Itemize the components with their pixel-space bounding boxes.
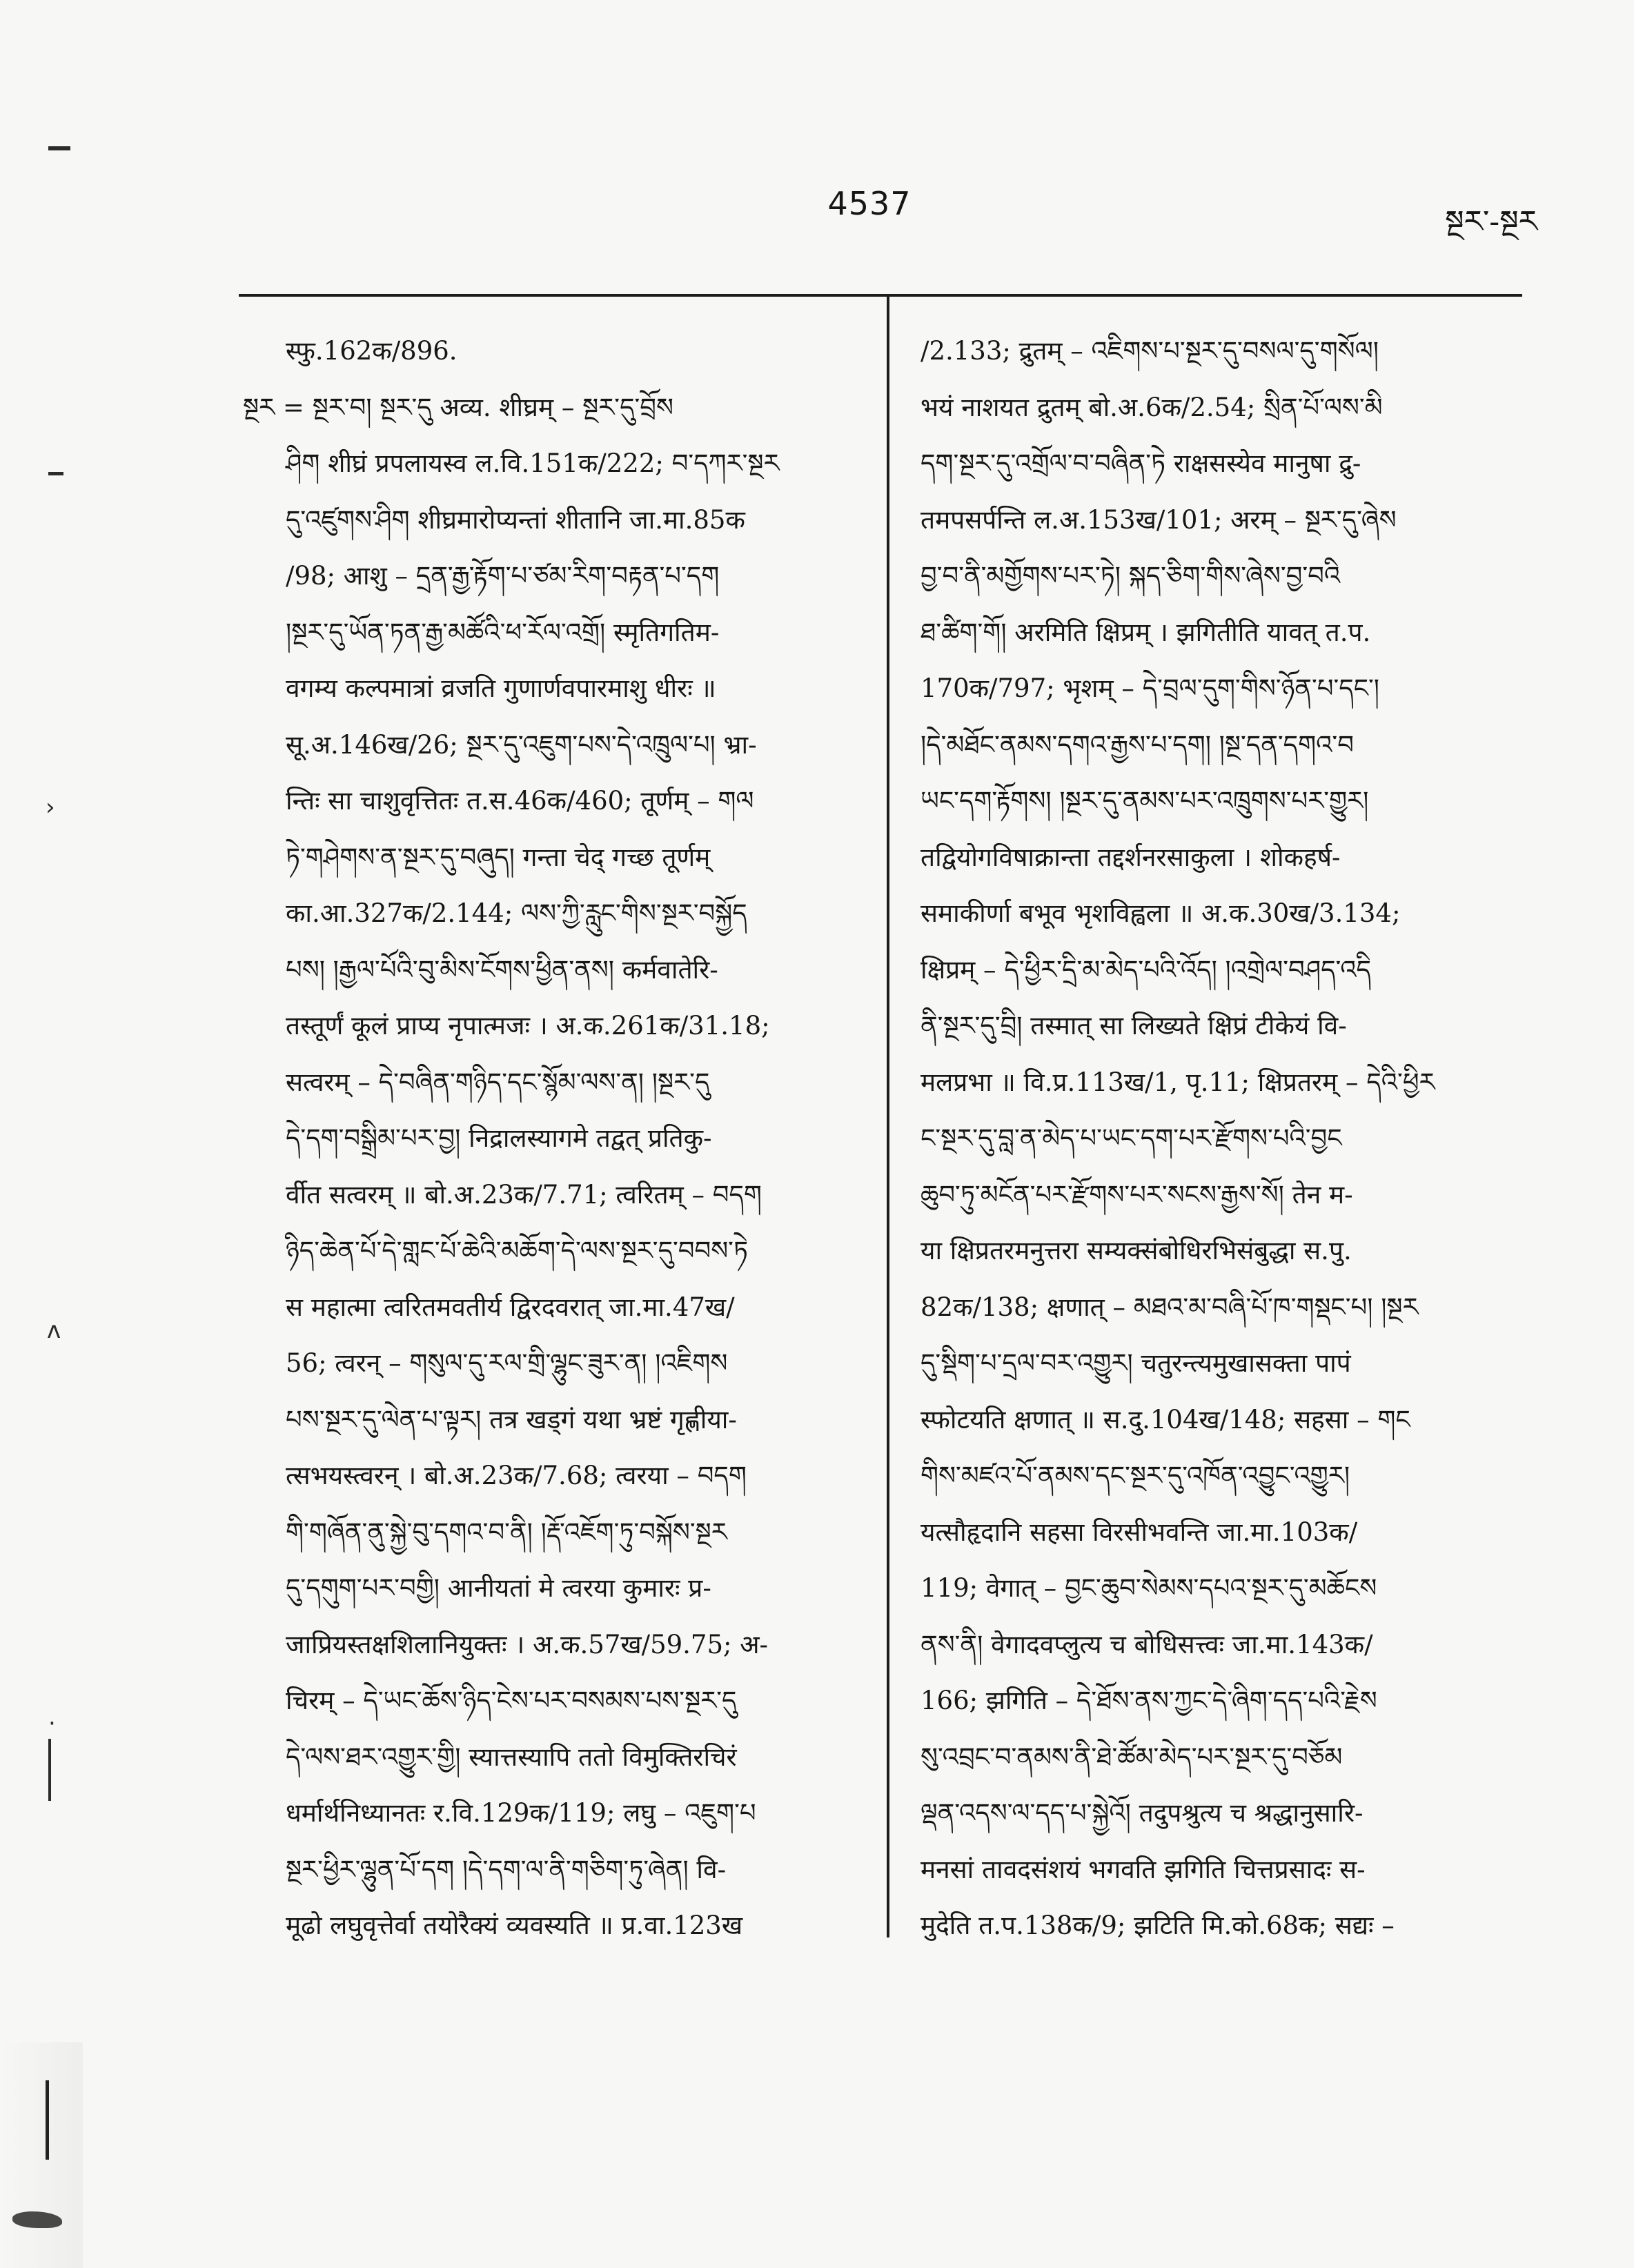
scan-edge-smudge xyxy=(0,2042,83,2268)
entry-line: གིས་མཛའ་པོ་ནམས་དང་སྔར་དུ་འཁོན་འབྱུང་འགྱུར། xyxy=(921,1461,1350,1490)
entry-line: ཐ་ཚིག་གོ། अरमिति क्षिप्रम् । झगितीति यावत् त.प. xyxy=(921,617,1371,647)
entry-line: भयं नाशयत द्रुतम् बो.अ.6क/2.54; སྲིན་པོ་ལས་མི xyxy=(921,392,1383,422)
entry-line: 119; वेगात् – བྱང་ཆུབ་སེམས་དཔའ་སྔར་དུ་མཆོངས xyxy=(921,1573,1377,1603)
entry-line: ནི་སྔར་དུ་བྲི། तस्मात् सा लिख्यते क्षिप्रं टीकेयं वि- xyxy=(921,1011,1347,1041)
entry-line: /2.133; द्रुतम् – འཇིགས་པ་སྔར་དུ་བསལ་དུ་གསོལ། xyxy=(921,336,1379,366)
entry-line: ཆུབ་ཏུ་མངོན་པར་རྫོགས་པར་སངས་རྒྱས་སོ། तेन म- xyxy=(921,1179,1353,1210)
entry-line: जाप्रियस्तक्षशिलानियुक्तः । अ.क.57ख/59.75; अ- xyxy=(286,1629,769,1659)
entry-line: का.आ.327क/2.144; ལས་ཀྱི་རླུང་གིས་སྔར་བསྐྱོད xyxy=(286,898,747,928)
entry-line: དུ་འཛུགས་ཤིག शीघ्रमारोप्यन्तां शीतानि जा.मा.85क xyxy=(286,504,745,535)
entry-line: དུ་དགུག་པར་བགྱི། आनीयतां मे त्वरया कुमारः प्र- xyxy=(286,1573,711,1603)
entry-line: གི་གཞོན་ནུ་སྐྱེ་བུ་དགའ་བ་ནི། །རྡོ་འཇོག་ཏུ་བསྐོས་སྔར xyxy=(286,1517,727,1547)
margin-mark: · xyxy=(48,1710,56,1737)
margin-mark: ʌ xyxy=(47,1317,61,1344)
entry-line: པས་སྔར་དུ་ལེན་པ་ལྟར། तत्र खड्गं यथा भ्रष्टं गृह्णीया- xyxy=(286,1404,737,1434)
entry-line: 56; त्वरन् – གསུལ་དུ་རལ་གྲི་ལྷུང་ཟུར་ན། །འཇིགས xyxy=(286,1348,728,1378)
entry-line: 170क/797; भृशम् – དེ་བྲལ་དུག་གིས་ཉོན་པ་དང་། xyxy=(921,673,1379,703)
entry-line: དེ་ལས་ཐར་འགྱུར་གྱི། स्यात्तस्यापि ततो विमुक्तिरचिरं xyxy=(286,1742,737,1772)
margin-dash xyxy=(48,146,70,150)
entry-line: सू.अ.146ख/26; སྔར་དུ་འཇུག་པས་དེ་འཁྲུལ་པ། भ्रा- xyxy=(286,729,757,760)
entry-line: धर्मार्थनिध्यानतः र.वि.129क/119; लघु – འཇུག་པ xyxy=(286,1798,756,1828)
entry-line: ཏེ་གཤེགས་ན་སྔར་དུ་བཞུད། गन्ता चेद् गच्छ तूर्णम् xyxy=(286,842,711,872)
entry-line: स महात्मा त्वरितमवतीर्य द्विरदवरात् जा.मा.47ख/ xyxy=(286,1292,735,1322)
entry-line: मनसां तावदसंशयं भगवति झगिति चित्तप्रसादः स- xyxy=(921,1854,1366,1884)
entry-line: तस्तूर्णं कूलं प्राप्य नृपात्मजः । अ.क.261क/31.18; xyxy=(286,1011,770,1041)
entry-line: ལྡན་འདས་ལ་དད་པ་སྐྱེའོ། तदुपश्रुत्य च श्रद्धानुसारि- xyxy=(921,1798,1364,1828)
entry-line: །སྔར་དུ་ཡོན་ཏན་རྒྱ་མཚོའི་ཕ་རོལ་འགྲོ། स्मृतिगतिम- xyxy=(286,617,720,647)
entry-line: ཤིག शीघ्रं प्रपलायस्व ल.वि.151क/222; བ་དཀར་སྔར xyxy=(286,448,780,478)
entry-line: तमपसर्पन्ति ल.अ.153ख/101; अरम् – སྔར་དུ་ཞེས xyxy=(921,504,1397,535)
margin-mark: › xyxy=(46,793,55,821)
left-column xyxy=(243,323,869,1954)
entry-line: པས། །རྒྱལ་པོའི་བུ་མིས་ངོགས་ཕྱིན་ནས། कर्मवातेरि- xyxy=(286,954,718,985)
entry-line: སྔར་ཕྱིར་ལྷུན་པོ་དག །དེ་དག་ལ་ནི་གཅིག་ཏུ་ཞེན། वि- xyxy=(286,1854,727,1884)
header-rule xyxy=(239,294,1522,297)
entry-line: ཉིད་ཆེན་པོ་དེ་གླང་པོ་ཆེའི་མཆོག་དེ་ལས་སྔར་དུ་བབས་ཏེ xyxy=(286,1236,748,1265)
entry-line: དེ་དག་བསྒྲིམ་པར་བྱ། निद्रालस्यागमे तद्वत् प्रतिकु- xyxy=(286,1123,712,1153)
entry-line: ང་སྔར་དུ་བླ་ན་མེད་པ་ཡང་དག་པར་རྫོགས་པའི་བྱང xyxy=(921,1123,1342,1153)
column-divider xyxy=(887,295,889,1937)
entry-line: मुदेति त.प.138क/9; झटिति मि.को.68क; सद्यः – xyxy=(921,1911,1395,1940)
entry-line: मलप्रभा ॥ वि.प्र.113ख/1, पृ.11; क्षिप्रतरम् – དེའི་ཕྱིར xyxy=(921,1067,1435,1097)
entry-line: र्वीत सत्वरम् ॥ बो.अ.23क/7.71; त्वरितम् – བདག xyxy=(286,1179,762,1210)
entry-line: मूढो लघुवृत्तेर्वा तयोरैक्यं व्यवस्यति ॥ प्र.वा.123ख xyxy=(286,1911,743,1940)
entry-line: त्सभयस्त्वरन् । बो.अ.23क/7.68; त्वरया – བདག xyxy=(286,1461,747,1490)
entry-line: 166; झगिति – དེ་ཐོས་ནས་ཀྱང་དེ་ཞིག་དད་པའི་རྗེས xyxy=(921,1686,1377,1715)
scan-edge-bar xyxy=(46,2080,49,2160)
entry-line: स्फोटयति क्षणात् ॥ स.दु.104ख/148; सहसा – གང xyxy=(921,1404,1410,1434)
entry-line: 82क/138; क्षणात् – མཐའ་མ་བཞི་པོ་ཁ་གསྡང་པ། །སྔར xyxy=(921,1292,1419,1322)
entry-line: या क्षिप्रतरमनुत्तरा सम्यक्संबोधिरभिसंबुद्धा स.पु. xyxy=(921,1236,1352,1265)
margin-dash xyxy=(48,472,63,475)
margin-dash xyxy=(48,1739,51,1801)
entry-line: དུ་སྡིག་པ་དྲལ་བར་འགྱུར། चतुरन्त्यमुखासक्ता पापं xyxy=(921,1348,1351,1378)
entry-line: यत्सौहृदानि सहसा विरसीभवन्ति जा.मा.103क/ xyxy=(921,1517,1358,1547)
right-column xyxy=(921,323,1521,1954)
entry-line: क्षिप्रम् – དེ་ཕྱིར་དྲི་མ་མེད་པའི་འོད། །འགྲེལ་བཤད་འདི xyxy=(921,954,1371,985)
entry-line: स्फु.162क/896. xyxy=(286,336,457,366)
entry-line: ཡང་དག་རྟོགས། །སྔར་དུ་ནམས་པར་འཁྲུགས་པར་གྱུར། xyxy=(921,786,1369,816)
entry-line: वगम्य कल्पमात्रां व्रजति गुणार्णवपारमाशु धीरः ॥ xyxy=(286,673,716,703)
entry-line: चिरम् – དེ་ཡང་ཆོས་ཉིད་ངེས་པར་བསམས་པས་སྔར་དུ xyxy=(286,1686,737,1715)
entry-line: सत्वरम् – དེ་བཞིན་གཉིད་དང་སྙོམ་ལས་ན། །སྔར་དུ xyxy=(286,1067,710,1097)
entry-line: /98; आशु – དྲན་རྒྱ་རྟོག་པ་ཙམ་རིག་བརྟན་པ་དག xyxy=(286,561,720,591)
entry-line: སྔར = སྔར་བ། སྔར་དུ अव्य. शीघ्रम् – སྔར་དུ་བྲོས xyxy=(243,392,673,422)
entry-line: समाकीर्णा बभूव भृशविह्वला ॥ अ.क.30ख/3.134; xyxy=(921,898,1401,928)
entry-line: བྱ་བ་ནི་མགྱོགས་པར་ཏེ། སྐད་ཅིག་གིས་ཞེས་བྱ་བའི xyxy=(921,561,1341,591)
entry-line: སུ་འབྲང་བ་ནམས་ནི་ཐེ་ཚོམ་མེད་པར་སྔར་དུ་བཅོམ xyxy=(921,1742,1343,1772)
page-number: 4537 xyxy=(827,185,912,222)
entry-line: དག་སྔར་དུ་འགྲོལ་བ་བཞིན་ཏེ राक्षसस्येव मानुषा द्रु- xyxy=(921,448,1361,478)
entry-line: ནས་ནི། वेगादवप्लुत्य च बोधिसत्त्वः जा.मा.143क/ xyxy=(921,1629,1373,1659)
entry-line: तद्वियोगविषाक्रान्ता तद्दर्शनरसाकुला । शोकहर्ष- xyxy=(921,842,1341,872)
entry-line: न्तिः सा चाशुवृत्तितः त.स.46क/460; तूर्णम् – གལ xyxy=(286,786,754,816)
entry-line: །དེ་མཐོང་ནམས་དགའ་རྒྱས་པ་དག། །སྔ་དན་དགའ་བ xyxy=(921,729,1354,760)
running-head: སྔར་-སྔར xyxy=(1445,204,1537,239)
